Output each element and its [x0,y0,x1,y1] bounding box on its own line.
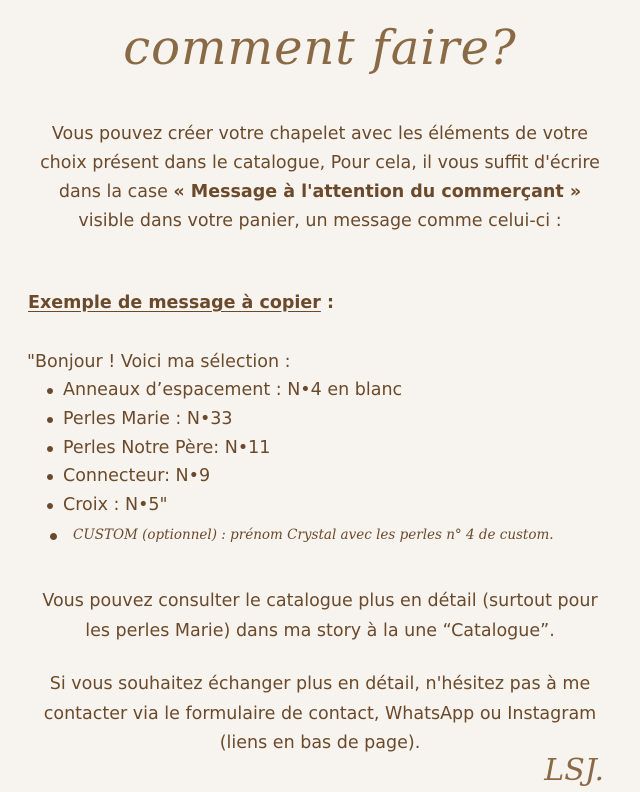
contact-paragraph: Si vous souhaitez échanger plus en détail, n'hésitez pas à me contacter via le formulaire de contact, WhatsApp ou Instagram (liens en bas de page). [43,674,597,753]
intro-bold-field-name: « Message à l'attention du commerçant » [173,182,582,202]
example-greeting: "Bonjour ! Voici ma sélection : [27,352,291,372]
example-selection-list [45,376,402,520]
example-heading-colon: : [320,293,334,313]
list-item: Perles Marie : N•33 [45,405,402,434]
intro-paragraph [40,120,600,236]
intro-text-before: Vous pouvez créer votre chapelet avec les éléments de votre choix présent dans le catalogue, Pour cela, il vous suffit d'écrire dans la case [40,124,600,202]
example-heading-label: Exemple de message à copier [28,293,321,313]
example-heading [28,293,334,313]
signature: LSJ. [544,753,604,788]
list-item: Croix : N•5" [45,491,402,520]
list-item: Connecteur: N•9 [45,462,402,491]
list-item: Anneaux d’espacement : N•4 en blanc [45,376,402,405]
custom-option-note: CUSTOM (optionnel) : prénom Crystal avec les perles n° 4 de custom. [45,527,554,543]
page-title: comment faire? [123,20,517,76]
intro-text-after: visible dans votre panier, un message comme celui-ci : [78,211,562,231]
list-item: Perles Notre Père: N•11 [45,434,402,463]
catalogue-paragraph: Vous pouvez consulter le catalogue plus en détail (surtout pour les perles Marie) dans ma story à la une “Catalogue”. [42,591,598,641]
